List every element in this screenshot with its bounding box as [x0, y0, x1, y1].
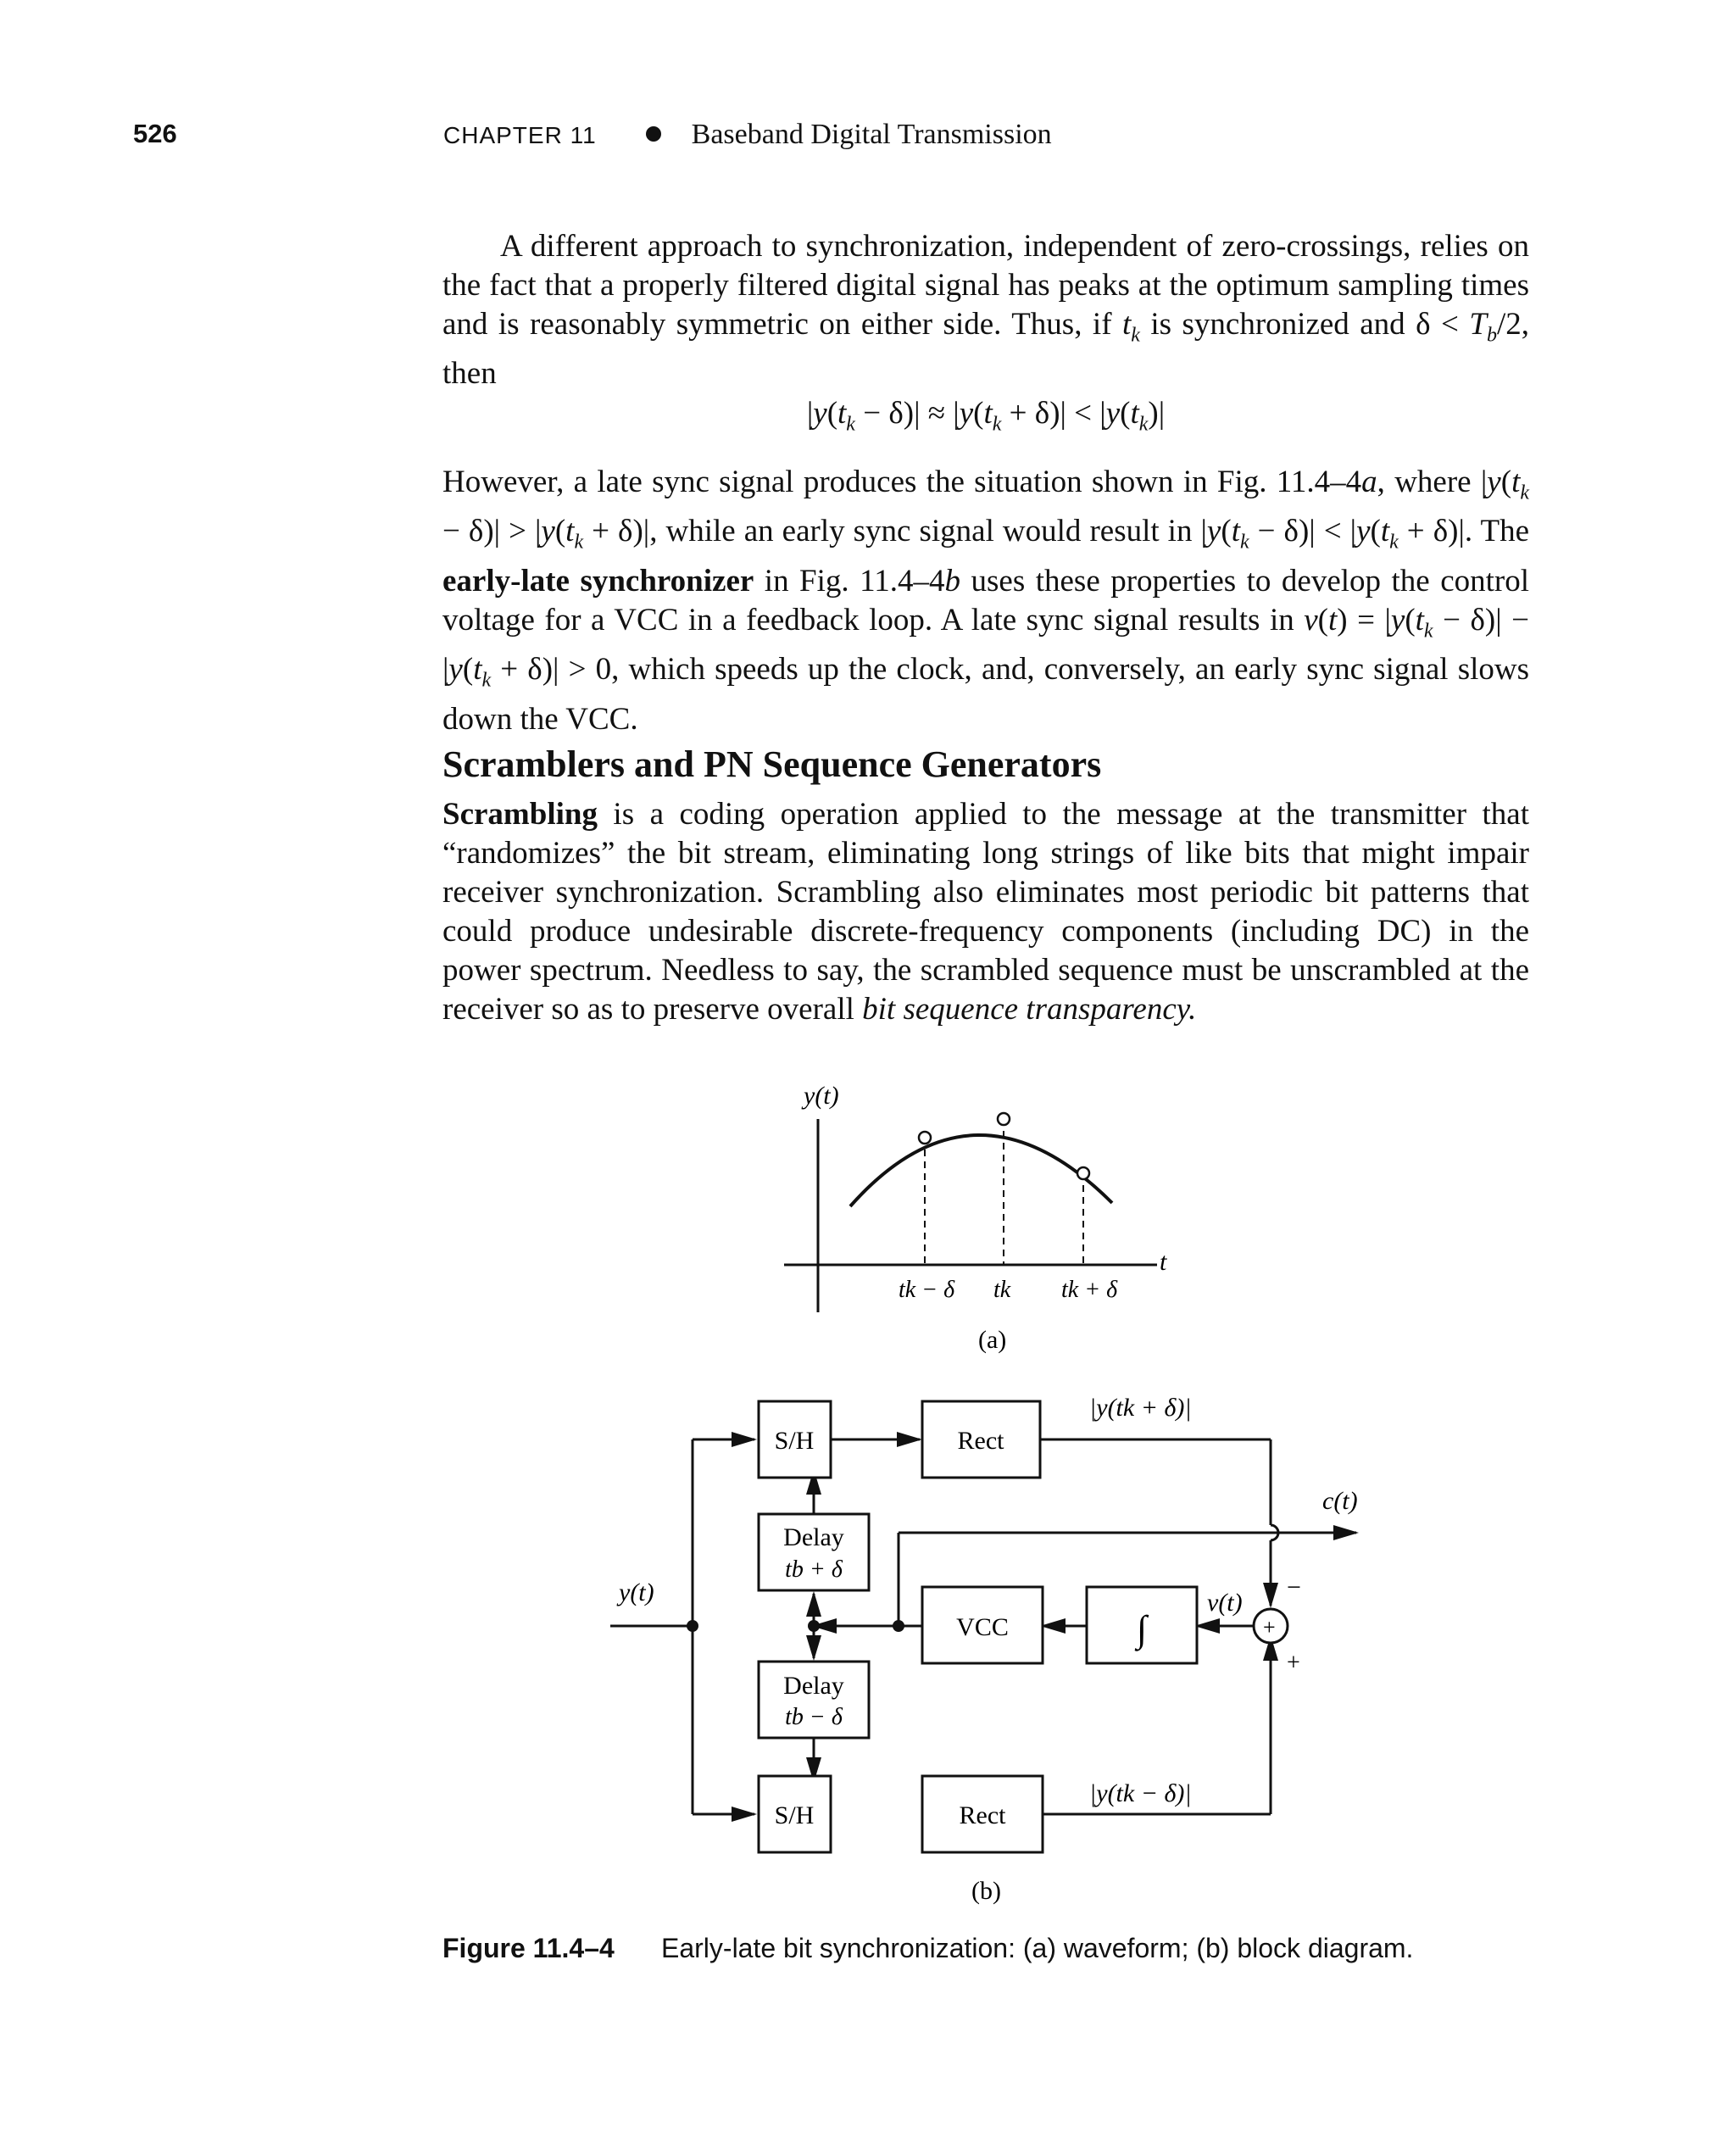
input-junction [687, 1620, 698, 1632]
para2-t1: However, a late sync signal produces the situation shown in Fig. 11.4–4 [442, 465, 1362, 499]
top-signal-label: |y(tk + δ)| [1089, 1394, 1192, 1422]
para2-t7: , which speeds up the clock, and, conversely, an early sync signal slows down the VCC. [442, 652, 1530, 737]
block-diagram-figure [593, 1373, 1407, 1916]
tick-label-early: tk − δ [899, 1277, 955, 1303]
sh-bottom-label: S/H [774, 1801, 815, 1829]
bottom-signal-label: |y(tk − δ)| [1089, 1779, 1192, 1807]
term-early-late-synchronizer: early-late synchronizer [442, 563, 754, 598]
delay-plus-value: tb + δ [785, 1556, 843, 1583]
para2-t2: , where [1377, 465, 1481, 499]
waveform-curve [850, 1135, 1112, 1206]
delay-plus-label: Delay [783, 1523, 844, 1551]
section-heading: Scramblers and PN Sequence Generators [442, 743, 1102, 785]
para1-text-a: A different approach to synchronization, independent of zero-crossings, relies on the fact that a properly filtered digital signal has peaks at the optimum sampling times and is reasonably symmetric on either side. Thus, if [442, 229, 1529, 342]
para2-t4: . The [1464, 514, 1529, 549]
clock-junction [808, 1620, 820, 1632]
summer-plus-inner: + [1263, 1615, 1276, 1640]
vcc-label: VCC [956, 1613, 1009, 1641]
t-axis-label: t [1160, 1248, 1167, 1276]
vcc-output-junction [893, 1620, 904, 1632]
summer-plus-sign: + [1287, 1650, 1300, 1676]
paragraph-intro: A different approach to synchronization, independent of zero-crossings, relies on the fact that a properly filtered digital signal has peaks at the optimum sampling times and is reasonably symmetric on either side. Thus, if $t_k$ is synchronized and $\delta < T_b/2$, then [442, 229, 1529, 392]
sample-point-early [919, 1132, 931, 1144]
para2-t5: in Fig. 11.4–4 [754, 563, 945, 598]
sample-point-late [1077, 1167, 1089, 1179]
output-label: c(t) [1322, 1487, 1358, 1515]
tick-label-center: tk [993, 1277, 1011, 1303]
tick-label-late: tk + δ [1061, 1277, 1118, 1303]
term-bit-sequence-transparency: bit sequence transparency. [862, 992, 1197, 1027]
term-scrambling: Scrambling [442, 797, 598, 832]
running-head [443, 119, 1052, 151]
delay-minus-value: tb − δ [785, 1704, 843, 1730]
rect-bottom-label: Rect [959, 1801, 1006, 1829]
y-axis-label: y(t) [804, 1082, 839, 1110]
para1-text-b: is synchronized and [1139, 307, 1416, 342]
paragraph-scrambling [442, 795, 1529, 1029]
summer-minus-sign: − [1287, 1573, 1301, 1601]
bullet-icon [646, 126, 661, 142]
input-label: y(t) [619, 1578, 654, 1606]
panel-label-b: (b) [971, 1877, 1001, 1905]
figure-label: Figure 11.4–4 [442, 1933, 615, 1963]
chapter-label: CHAPTER 11 [443, 122, 597, 148]
symmetry-equation: $|y(t_k - \delta)| \approx |y(t_k + \delta)| < |y(t_k)|$ [806, 396, 1166, 436]
waveform-figure [593, 1068, 1187, 1356]
para2-t3: , while an early sync signal would result in [649, 514, 1201, 549]
page-number: 526 [133, 119, 177, 148]
rect-top-label: Rect [957, 1427, 1004, 1455]
figure-caption [442, 1933, 1413, 1964]
delay-minus-label: Delay [783, 1672, 844, 1700]
sample-point-center [998, 1113, 1010, 1125]
chapter-title: Baseband Digital Transmission [691, 119, 1052, 150]
para2-t6: uses these properties to develop the control voltage for a VCC in a feedback loop. A late sync signal results in [442, 563, 1530, 637]
sh-top-label: S/H [774, 1427, 815, 1455]
paragraph-late-sync: However, a late sync signal produces the situation shown in Fig. 11.4–4a, where $|y(t_k - \delta)| > |y(t_k + \delta)|$, while an early sync signal would result in $|y(t_k - \delta)| < |y(t_k + \delta)|$. The early-late synchronizer in Fig. 11.4–4b uses these properties to develop the control voltage for a VCC in a feedback loop. A late sync signal results in $v(t) = |y(t_k - \delta)| - |y(t_k + \delta)| > 0$, which speeds up the clock, and, conversely, an early sync signal slows down the VCC. [442, 465, 1530, 737]
panel-label-a: (a) [978, 1326, 1007, 1354]
control-voltage-label: v(t) [1207, 1589, 1243, 1617]
scrambling-body: is a coding operation applied to the message at the transmitter that “randomizes” the bit stream, eliminating long strings of like bits that might impair receiver synchronization. Scrambling also eliminates most periodic bit patterns that could produce undesirable discrete-frequency components (including DC) in the power spectrum. Needless to say, the scrambled sequence must be unscrambled at the receiver so as to preserve overall [442, 797, 1529, 1027]
caption-text: Early-late bit synchronization: (a) waveform; (b) block diagram. [661, 1933, 1414, 1963]
para1-text-c: , then [442, 307, 1529, 392]
integral-symbol: ∫ [1136, 1608, 1148, 1650]
